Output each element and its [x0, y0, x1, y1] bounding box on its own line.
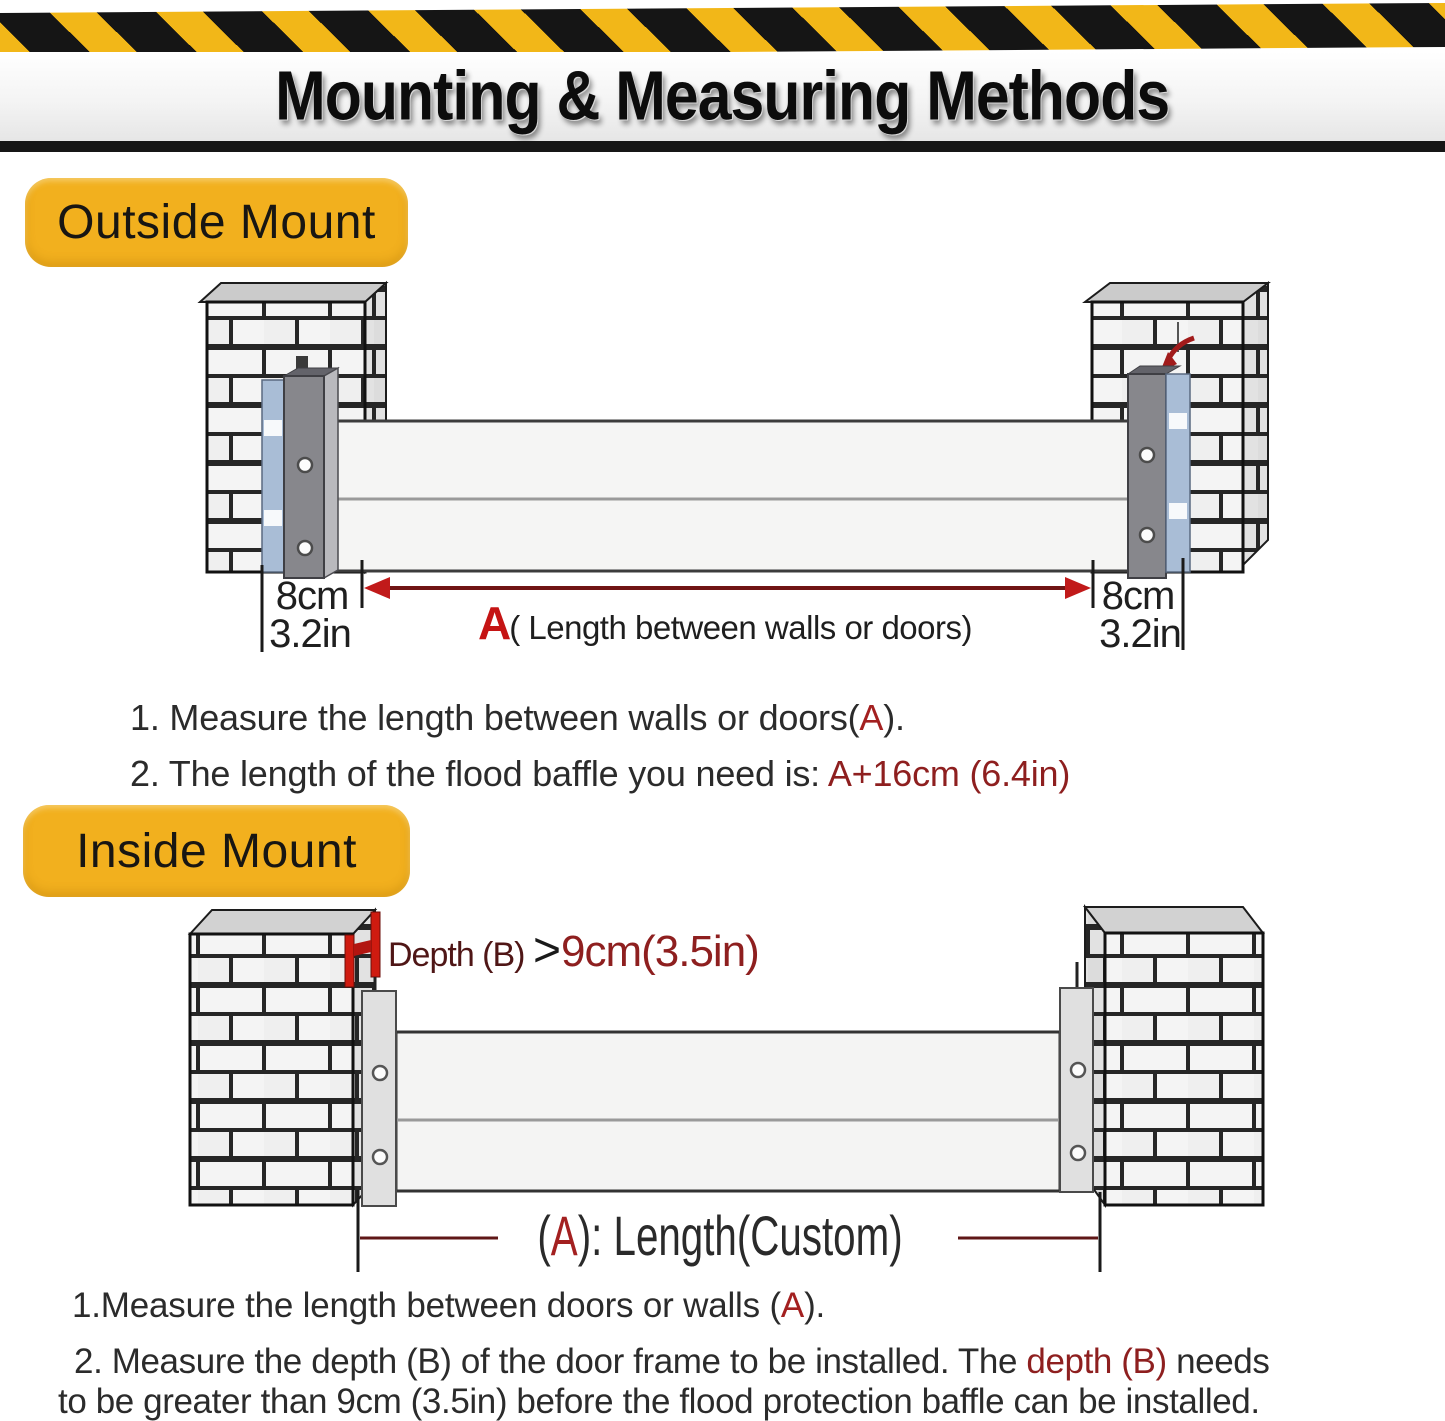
seal-mark	[264, 510, 282, 526]
title-band	[0, 52, 1445, 141]
outside-step2-formula: A+16cm (6.4in)	[827, 753, 1071, 794]
hazard-stripe-banner	[0, 3, 1445, 57]
page-title: Mounting & Measuring Methods	[275, 57, 1170, 136]
screw-hole	[1140, 448, 1154, 462]
outside-step1-a: A	[859, 697, 884, 738]
length-between-walls-label	[478, 597, 972, 649]
left-mounting-bracket	[262, 368, 338, 578]
screw-hole	[1140, 528, 1154, 542]
outside-step-2	[130, 753, 1071, 794]
inside-right-pillar	[1077, 907, 1263, 1205]
outside-step1-end: ).	[883, 697, 905, 738]
depth-bracket-back-bar	[371, 912, 380, 977]
inside-left-front-face	[190, 934, 353, 1205]
outside-step2-text: 2. The length of the flood baffle you need is:	[130, 753, 828, 794]
inside-step2-continued: to be greater than 9cm (3.5in) before the flood protection baffle can be installed.	[58, 1382, 1260, 1421]
inside-right-top-slab	[1085, 907, 1263, 933]
depth-requirement-label	[388, 922, 759, 980]
right-pillar-side-face	[1243, 283, 1268, 565]
screw-hole	[373, 1066, 387, 1080]
length-arrowhead-left	[364, 577, 390, 599]
inside-flood-baffle	[396, 1032, 1060, 1191]
length-arrowhead-right	[1065, 577, 1091, 599]
left-seal-strip	[262, 380, 284, 572]
inside-mount-label	[23, 805, 410, 897]
flood-baffle	[330, 421, 1130, 571]
inside-step-2-line-1	[74, 1344, 1269, 1379]
left-offset-cm: 8cm	[275, 574, 349, 618]
inside-step2-depth-b: depth (B)	[1026, 1342, 1167, 1381]
inside-step1-a: A	[780, 1286, 805, 1325]
right-seal-strip	[1166, 374, 1190, 572]
screw-hole	[373, 1150, 387, 1164]
inside-left-top-slab	[190, 910, 375, 934]
seal-mark	[1169, 413, 1187, 429]
screw-hole	[1071, 1063, 1085, 1077]
inside-left-bracket	[362, 991, 396, 1206]
inside-right-channel	[1060, 988, 1093, 1192]
left-pillar-top-slab	[200, 283, 386, 302]
inside-step2-needs: needs	[1166, 1342, 1270, 1381]
right-offset-in: 3.2in	[1099, 612, 1181, 656]
inside-right-front-face	[1105, 933, 1263, 1205]
inside-step-2-line-2	[58, 1384, 1260, 1419]
greater-than-sign: >	[532, 924, 561, 977]
length-label-a: A	[550, 1204, 578, 1267]
baffle-body	[330, 421, 1130, 571]
right-offset-cm: 8cm	[1101, 574, 1175, 618]
left-offset-in: 3.2in	[269, 612, 351, 656]
inside-step-1	[72, 1288, 825, 1323]
inside-mount-label-text: Inside Mount	[76, 824, 357, 878]
header-divider	[0, 141, 1445, 152]
outside-step1-text: 1. Measure the length between walls or doors(	[130, 697, 860, 738]
right-mounting-bracket	[1128, 366, 1190, 578]
dimension-a-letter: A	[478, 597, 510, 649]
left-channel-flange	[324, 368, 338, 578]
inside-baffle-body	[396, 1032, 1060, 1191]
inside-right-bracket	[1060, 988, 1093, 1192]
inside-step2-text: 2. Measure the depth (B) of the door frame to be installed. The	[74, 1342, 1027, 1381]
inside-step1-text: 1.Measure the length between doors or walls (	[72, 1286, 781, 1325]
right-pillar-top-slab	[1085, 283, 1268, 302]
seal-mark	[264, 420, 282, 436]
outside-mount-label	[25, 178, 408, 267]
screw-hole	[298, 458, 312, 472]
depth-bracket-front-bar	[345, 935, 354, 987]
outside-step-1	[130, 697, 905, 738]
screw-hole	[298, 541, 312, 555]
length-label-open: (	[537, 1204, 551, 1267]
seal-mark	[1169, 503, 1187, 519]
inside-left-channel	[362, 991, 396, 1206]
inside-step1-end: ).	[804, 1286, 826, 1325]
screw-hole	[1071, 1146, 1085, 1160]
custom-length-label	[518, 1204, 921, 1267]
right-channel	[1128, 374, 1166, 578]
length-label-text: ): Length(Custom)	[577, 1204, 903, 1267]
outside-mount-label-text: Outside Mount	[57, 196, 376, 249]
dimension-a-caption: ( Length between walls or doors)	[509, 609, 972, 646]
depth-value: 9cm(3.5in)	[560, 927, 759, 976]
depth-label-text: Depth (B)	[388, 936, 533, 974]
